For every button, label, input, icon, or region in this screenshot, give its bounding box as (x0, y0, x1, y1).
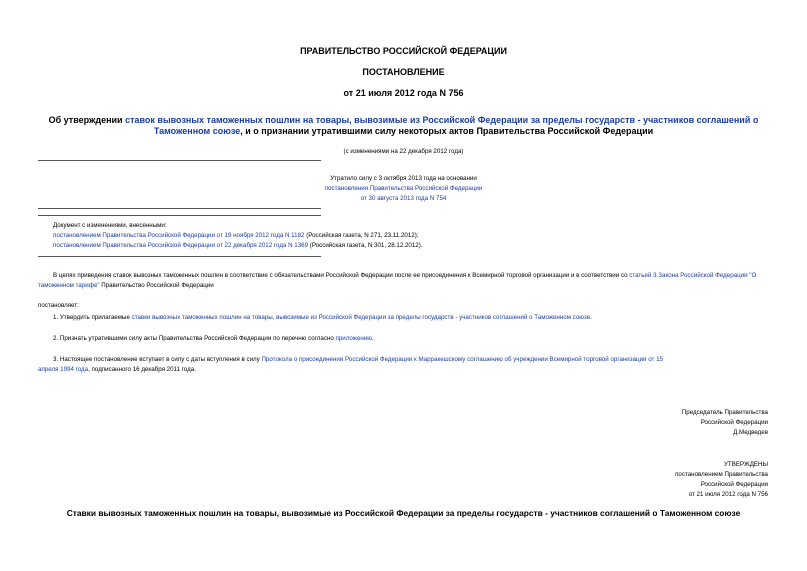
point-3-end: , подписанного 16 декабря 2011 года. (88, 366, 196, 373)
expired-note: Утратило силу с 3 октября 2013 года на основании (330, 175, 477, 182)
approval-line: Российской Федерации (700, 481, 768, 488)
amendment-source: (Российская газета, N 271, 23.11.2012); (304, 232, 419, 239)
separator-rule (38, 160, 321, 161)
signature-name: Д.Медведев (733, 429, 768, 436)
signature-block (682, 408, 768, 438)
signature-country: Российской Федерации (700, 419, 768, 426)
amendment-source: (Российская газета, N 301, 28.12.2012). (308, 242, 423, 249)
signature-title: Председатель Правительства (681, 409, 768, 416)
appendix-link[interactable]: приложению (335, 335, 372, 342)
protocol-link[interactable]: Протокола о присоединении Российской Федерации к Марракешскому соглашению об учреждении Всемирной торговой организации от 15 (261, 356, 663, 363)
government-name: ПРАВИТЕЛЬСТВО РОССИЙСКОЙ ФЕДЕРАЦИИ (300, 46, 507, 56)
expired-link-line1[interactable]: постановления Правительства Российской Федерации (324, 185, 483, 192)
amendment-link[interactable]: постановлением Правительства Российской Федерации от 19 ноября 2012 года N 1182 (53, 232, 305, 239)
amendment-item (53, 241, 423, 251)
customs-tariff-law-link[interactable]: Закона Российской Федерации "О таможенном тарифе" (38, 272, 757, 289)
document-type: ПОСТАНОВЛЕНИЕ (362, 67, 445, 77)
separator-rule (38, 208, 321, 209)
approval-block (675, 460, 768, 500)
annex-title: Ставки вывозных таможенных пошлин на товары, вывозимые из Российской Федерации за пределы государств - участников соглашений о Таможенном союзе (66, 508, 741, 518)
approval-date: от 21 июля 2012 года N 756 (688, 491, 768, 498)
preamble-paragraph (38, 271, 768, 291)
approval-heading: УТВЕРЖДЕНЫ (724, 461, 768, 468)
amendment-link[interactable]: постановлением Правительства Российской Федерации от 22 декабря 2012 года N 1369 (53, 242, 309, 249)
point-3-text: 3. Настоящее постановление вступает в силу с даты вступления в силу (53, 356, 262, 363)
point-1-end: . (590, 314, 592, 321)
separator-rule (38, 215, 321, 216)
point-2 (53, 334, 768, 344)
resolves-label: постановляет: (38, 302, 79, 309)
title-link[interactable]: ставок вывозных таможенных пошлин на товары, вывозимые из Российской Федерации за пределы государств - участников соглашений о Таможенном союзе (125, 115, 759, 136)
title-suffix: , и о признании утратившими силу некоторых актов Правительства Российской Федерации (240, 126, 654, 136)
point-2-end: . (371, 335, 374, 342)
document-date-number: от 21 июля 2012 года N 756 (343, 88, 464, 98)
law-article-link[interactable]: статьей 3 (629, 272, 657, 279)
document-title (40, 115, 767, 137)
separator-rule (38, 256, 321, 257)
preamble-tail: Правительство Российской Федерации (99, 282, 214, 289)
rates-link[interactable]: ставки вывозных таможенных пошлин на товары, вывозимые из Российской Федерации за пределы государств - участников соглашений о Таможенном союзе (131, 314, 591, 321)
amendment-item (53, 231, 418, 241)
preamble-text: В целях приведения ставок вывозных таможенных пошлин в соответствие с обязательствами Российской Федерации после ее присоединения к Всемирной торговой организации и в соответствии со (53, 272, 630, 279)
expired-link-line2[interactable]: от 30 августа 2013 года N 754 (360, 195, 447, 202)
amended-note: (с изменениями на 22 декабря 2012 года) (343, 148, 464, 155)
protocol-link-continued[interactable]: апреля 1994 года (38, 366, 89, 373)
point-1 (53, 313, 768, 323)
point-1-text: 1. Утвердить прилагаемые (53, 314, 132, 321)
amendments-label: Документ с изменениями, внесенными: (53, 222, 167, 229)
point-3 (38, 355, 768, 375)
point-2-text: 2. Признать утратившими силу акты Правительства Российской Федерации по перечню согласно (53, 335, 336, 342)
approval-line: постановлением Правительства (675, 471, 768, 478)
title-prefix: Об утверждении (48, 115, 126, 125)
